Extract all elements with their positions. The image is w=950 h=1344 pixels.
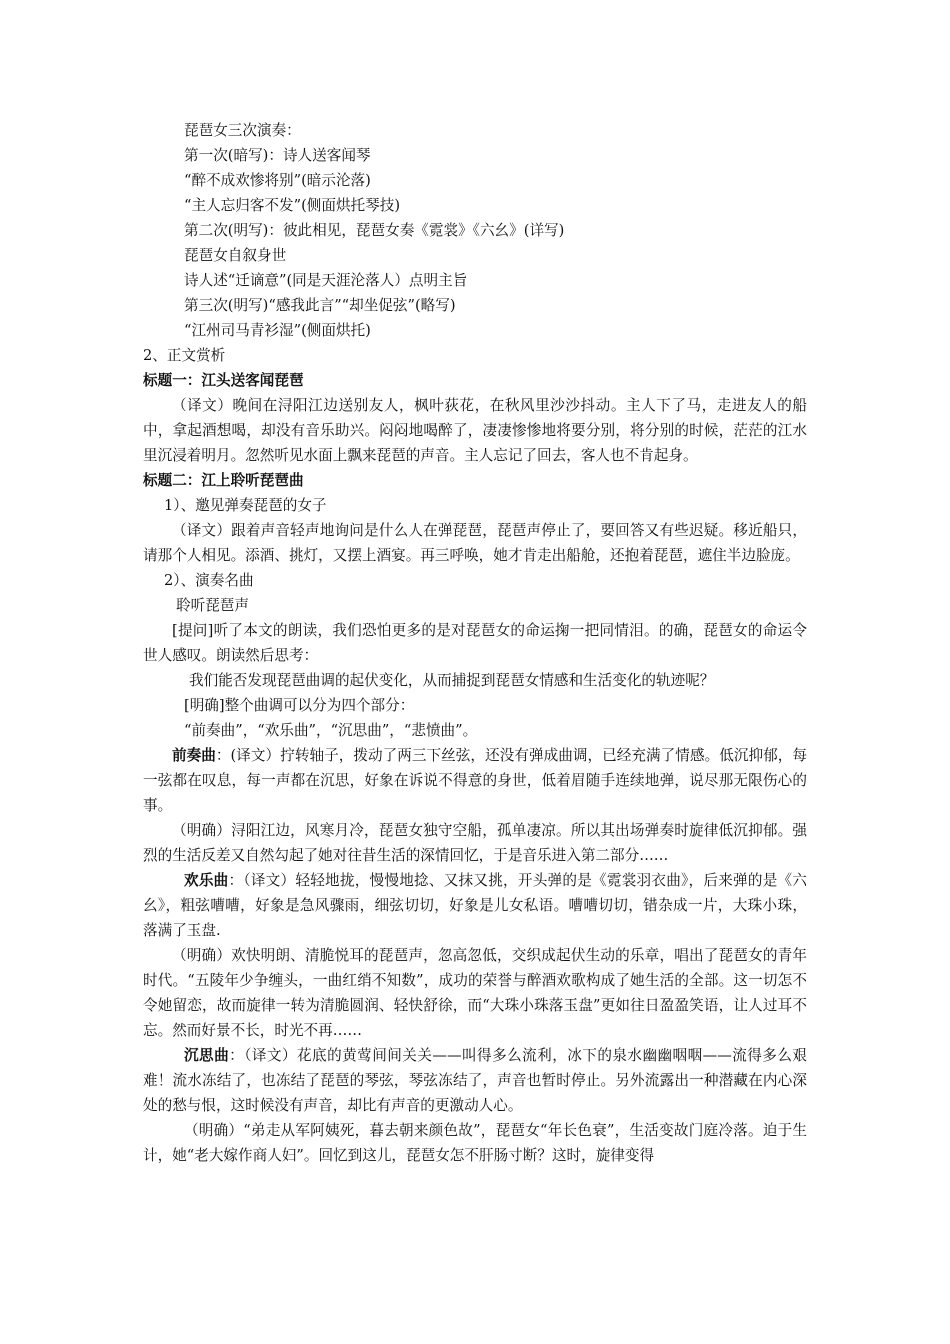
- heading-two: 标题二：江上聆听琵琶曲: [143, 472, 304, 489]
- thought-text: ：（译文）花底的黄莺间间关关——叫得多么流利，冰下的泉水幽幽咽咽——流得多么艰难！流水冻结了，也冻结了琵琶的琴弦，琴弦冻结了，声音也暂时停止。另外流露出一种潜藏在内心深处的愁与恨，这时候没有声音，却比有声音的更激动人心。: [143, 1047, 807, 1114]
- think-line: 我们能否发现琵琶曲调的起伏变化，从而捕捉到琵琶女情感和生活变化的轨迹呢？: [189, 672, 715, 689]
- thought-label: 沉思曲: [184, 1047, 230, 1064]
- subheading-listen: 聆听琵琶声: [176, 597, 249, 614]
- outline-line: “主人忘归客不发”(侧面烘托琴技): [184, 197, 401, 214]
- paragraph-joy: [143, 868, 807, 943]
- paragraph-joy-clarify: （明确）欢快明朗、清脆悦耳的琵琶声，忽高忽低，交织成起伏生动的乐章，唱出了琵琶女的青年时代。“五陵年少争缠头，一曲红绡不知数”，成功的荣誉与醉酒欢歌构成了她生活的全部。这一切怎不令她留恋，故而旋律一转为清脆圆润、轻快舒徐，而“大珠小珠落玉盘”更如往日盈盈笑语，让人过耳不忘。然而好景不长，时光不再……: [143, 947, 807, 1039]
- prelude-text: ：(译文）拧转轴子，拨动了两三下丝弦，还没有弹成曲调，已经充满了情感。低沉抑郁，每一弦都在叹息，每一声都在沉思，好象在诉说不得意的身世，低着眉随手连续地弹，说尽那无限伤心的事。: [143, 747, 807, 814]
- paragraph-prelude-clarify: （明确）浔阳江边，风寒月冷，琵琶女独守空船，孤单凄凉。所以其出场弹奏时旋律低沉抑郁。强烈的生活反差又自然勾起了她对往昔生活的深情回忆，于是音乐进入第二部分……: [143, 822, 807, 864]
- outline-line: 第三次(明写)“感我此言”“却坐促弦”(略写): [184, 297, 456, 314]
- section-title: 2、正文赏析: [143, 347, 226, 364]
- joy-text: ：（译文）轻轻地拢，慢慢地捻、又抹又挑，开头弹的是《霓裳羽衣曲》，后来弹的是《六幺》，粗弦嘈嘈，好象是急风骤雨，细弦切切，好象是儿女私语。嘈嘈切切，错杂成一片，大珠小珠，落满了玉盘.: [143, 872, 807, 939]
- subheading-one: 1）、邀见弹奏琵琶的女子: [164, 497, 327, 514]
- outline: [143, 118, 807, 343]
- paragraph-translation-two: （译文）跟着声音轻声地询问是什么人在弹琵琶，琵琶声停止了，要回答又有些迟疑。移近船只，请那个人相见。添酒、挑灯，又摆上酒宴。再三呼唤，她才肯走出船舱，还抱着琵琶，遮住半边脸庞。: [143, 522, 807, 564]
- document-page: [143, 118, 807, 1168]
- paragraph-thought: [143, 1043, 807, 1118]
- outline-line: “醉不成欢惨将别”(暗示沦落): [184, 172, 371, 189]
- clarify-line: [明确]整个曲调可以分为四个部分：: [184, 697, 415, 714]
- subheading-two: 2）、演奏名曲: [164, 572, 254, 589]
- paragraph-question: [提问]听了本文的朗读，我们恐怕更多的是对琵琶女的命运掬一把同情泪。的确，琵琶女的命运令世人感叹。朗读然后思考：: [143, 622, 807, 664]
- parts-line: “前奏曲”，“欢乐曲”，“沉思曲”，“悲愤曲”。: [184, 722, 478, 739]
- heading-one: 标题一：江头送客闻琵琶: [143, 372, 304, 389]
- outline-line: 琵琶女三次演奏：: [184, 122, 301, 139]
- paragraph-translation-one: （译文）晚间在浔阳江边送别友人，枫叶荻花，在秋风里沙沙抖动。主人下了马，走进友人的船中，拿起酒想喝，却没有音乐助兴。闷闷地喝醉了，凄凄惨惨地将要分别，将分别的时候，茫茫的江水里沉浸着明月。忽然听见水面上飘来琵琶的声音。主人忘记了回去，客人也不肯起身。: [143, 397, 807, 464]
- paragraph-prelude: [143, 743, 807, 818]
- outline-line: 第二次(明写)：彼此相见，琵琶女奏《霓裳》《六幺》(详写): [184, 222, 565, 239]
- joy-label: 欢乐曲: [184, 872, 229, 889]
- outline-line: 琵琶女自叙身世: [184, 247, 287, 264]
- outline-line: 诗人述“迁谪意”(同是天涯沦落人）点明主旨: [184, 272, 468, 289]
- paragraph-thought-clarify: （明确）“弟走从军阿姨死，暮去朝来颜色故”，琵琶女“年长色衰”，生活变故门庭冷落。迫于生计，她“老大嫁作商人妇”。回忆到这儿，琵琶女怎不肝肠寸断？这时，旋律变得: [143, 1122, 807, 1164]
- outline-line: “江州司马青衫湿”(侧面烘托): [184, 322, 371, 339]
- outline-line: 第一次(暗写)：诗人送客闻琴: [184, 147, 371, 164]
- prelude-label: 前奏曲: [172, 747, 216, 764]
